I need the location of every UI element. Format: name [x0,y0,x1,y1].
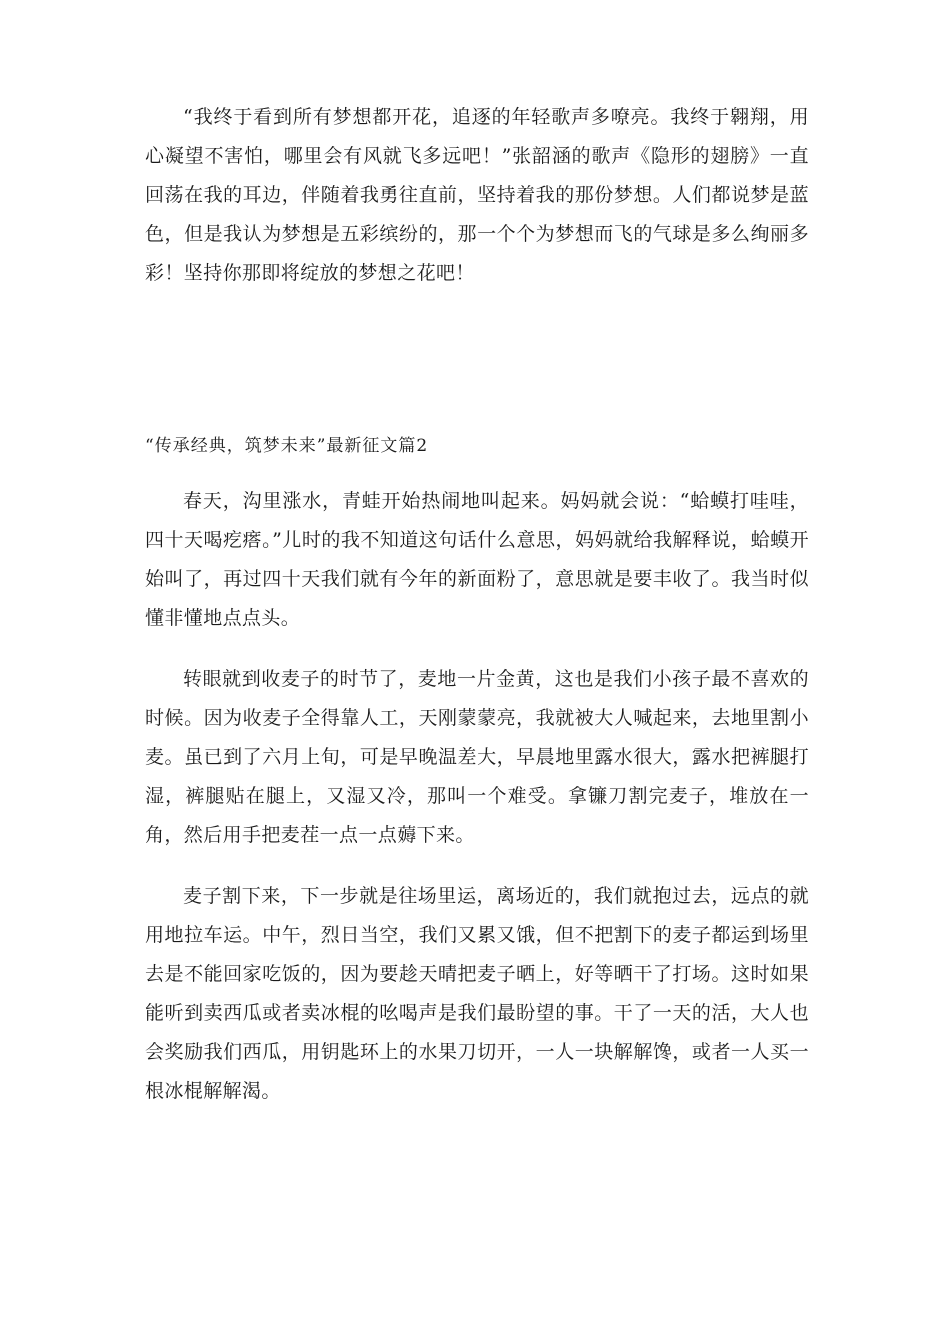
paragraph-wheat-transport: 麦子割下来，下一步就是往场里运，离场近的，我们就抱过去，远点的就用地拉车运。中午，烈日当空，我们又累又饿，但不把割下的麦子都运到场里去是不能回家吃饭的，因为要趁天晴把麦子晒上，好等晒干了打场。这时如果能听到卖西瓜或者卖冰棍的吆喝声是我们最盼望的事。干了一天的活，大人也会奖励我们西瓜，用钥匙环上的水果刀切开，一人一块解解馋，或者一人买一根冰棍解解渴。 [145,885,809,1102]
paragraph-wheat-harvest: 转眼就到收麦子的时节了，麦地一片金黄，这也是我们小孩子最不喜欢的时候。因为收麦子全得靠人工，天刚蒙蒙亮，我就被大人喊起来，去地里割小麦。虽已到了六月上旬，可是早晚温差大，早晨地里露水很大，露水把裤腿打湿，裤腿贴在腿上，又湿又冷，那叫一个难受。拿镰刀割完麦子，堆放在一角，然后用手把麦茬一点一点薅下来。 [145,668,809,846]
section-heading: “传承经典，筑梦未来”最新征文篇2 [145,436,429,456]
paragraph-dream-song: “我终于看到所有梦想都开花，追逐的年轻歌声多嘹亮。我终于翱翔，用心凝望不害怕，哪里会有风就飞多远吧！”张韶涵的歌声《隐形的翅膀》一直回荡在我的耳边，伴随着我勇往直前，坚持着我的那份梦想。人们都说梦是蓝色，但是我认为梦想是五彩缤纷的，那一个个为梦想而飞的气球是多么绚丽多彩！坚持你那即将绽放的梦想之花吧！ [145,106,809,284]
paragraph-spring-frogs: 春天，沟里涨水，青蛙开始热闹地叫起来。妈妈就会说：“蛤蟆打哇哇，四十天喝疙瘩。”儿时的我不知道这句话什么意思，妈妈就给我解释说，蛤蟆开始叫了，再过四十天我们就有今年的新面粉了，意思就是要丰收了。我当时似懂非懂地点点头。 [145,490,809,629]
